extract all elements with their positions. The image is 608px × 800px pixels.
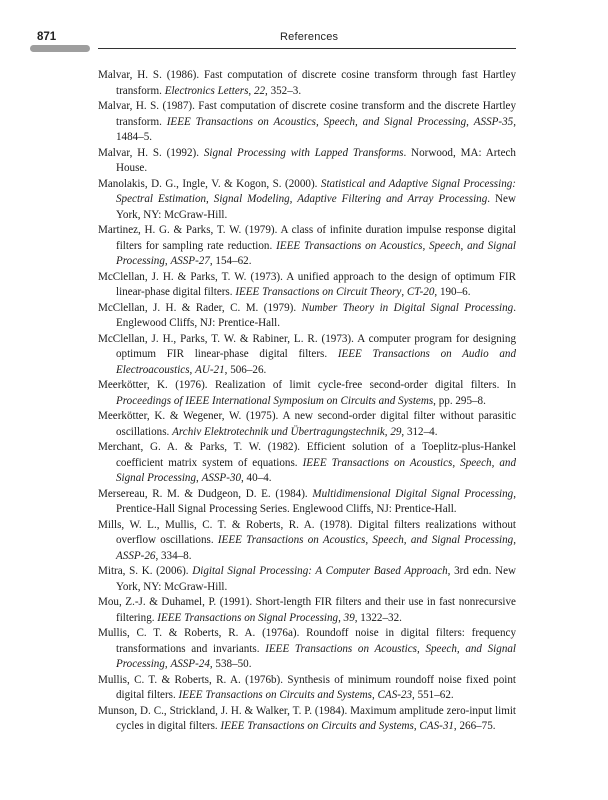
reference-text: Mou, Z.-J. & Duhamel, P. (1991). Short-length FIR filters and their use in fast nonrecursive filtering. [98, 596, 516, 624]
reference-entry [98, 673, 516, 704]
reference-source-italic: IEEE Transactions on Audio and Electroacoustics [116, 348, 516, 376]
reference-source-italic: IEEE Transactions on Signal Processing [157, 611, 339, 624]
reference-volume-italic: ASSP-30 [201, 472, 241, 484]
reference-text: , [248, 84, 254, 97]
reference-entry [98, 223, 516, 270]
reference-entry [98, 518, 516, 565]
reference-pages: , 266–75. [453, 720, 496, 732]
reference-source-italic: Statistical and Adaptive Signal Processing: Spectral Estimation, Signal Modeling, Adaptive Filtering and Array Processing [116, 177, 516, 205]
reference-source-italic: Digital Signal Processing: A Computer Based Approach [192, 565, 448, 577]
reference-pages: , 40–4. [241, 472, 272, 484]
reference-entry [98, 99, 516, 146]
reference-source-italic: Multidimensional Digital Signal Processing [312, 487, 514, 500]
reference-source-italic: IEEE Transactions on Circuits and Systems [178, 689, 372, 701]
reference-source-italic: Signal Processing with Lapped Transforms [203, 146, 404, 159]
reference-source-italic: IEEE Transactions on Circuit Theory [235, 286, 402, 298]
reference-source-italic: Number Theory in Digital Signal Processing [301, 301, 514, 314]
reference-volume-italic: ASSP-26 [116, 549, 156, 562]
reference-text: Meerkötter, K. (1976). Realization of limit cycle-free second-order digital filters. In [98, 379, 516, 391]
reference-text: , [466, 115, 474, 128]
reference-text: Malvar, H. S. (1992). [98, 146, 204, 159]
reference-source-italic: IEEE Transactions on Acoustics, Speech, and Signal Processing [116, 642, 516, 670]
reference-entry [98, 177, 516, 224]
reference-entry [98, 301, 516, 332]
reference-entry [98, 487, 516, 518]
reference-text: , [164, 658, 171, 670]
reference-text: Mullis, C. T. & Roberts, R. A. (1976b). Synthesis of minimum roundoff noise fixed point digital filters. [98, 673, 516, 701]
reference-volume-italic: CT-20 [406, 286, 435, 298]
running-title: References [280, 31, 339, 43]
reference-text: , [189, 363, 196, 376]
reference-text: Mullis, C. T. & Roberts, R. A. (1976a). Roundoff noise in digital filters: frequency transformations and invariants. [98, 627, 516, 655]
reference-text: . New York, NY: McGraw-Hill. [116, 193, 516, 221]
reference-list [98, 68, 516, 735]
reference-volume-italic: 39 [343, 611, 355, 624]
reference-text: Mersereau, R. M. & Dudgeon, D. E. (1984). [98, 487, 313, 500]
reference-text: McClellan, J. H. & Parks, T. W. (1973). A unified approach to the design of optimum FIR linear-phase digital filters. [98, 270, 516, 298]
reference-pages: , 506–26. [224, 363, 267, 376]
reference-volume-italic: AU-21 [195, 363, 225, 376]
reference-source-italic: Electronics Letters [164, 84, 249, 97]
reference-entry [98, 626, 516, 673]
reference-source-italic: IEEE Transactions on Circuits and Systems [220, 720, 414, 732]
reference-volume-italic: ASSP-24 [170, 658, 210, 670]
reference-text: Mills, W. L., Mullis, C. T. & Roberts, R. A. (1978). Digital filters realizations without overflow oscillations. [98, 518, 516, 546]
reference-volume-italic: 29 [390, 425, 402, 438]
reference-entry [98, 564, 516, 595]
page-number: 871 [37, 31, 57, 43]
reference-volume-italic: ASSP-35 [473, 115, 514, 128]
reference-entry [98, 270, 516, 301]
reference-pages: , 538–50. [209, 658, 252, 670]
reference-pages: , 154–62. [209, 255, 252, 267]
reference-text: Munson, D. C., Strickland, J. H. & Walker, T. P. (1984). Maximum amplitude zero-input limit cycles in digital filters. [98, 704, 516, 732]
reference-source-italic: IEEE Transactions on Acoustics, Speech, and Signal Processing [116, 456, 516, 484]
reference-text: Malvar, H. S. (1987). Fast computation of discrete cosine transform and the discrete Hartley transform. [98, 100, 516, 128]
thumb-tab-marker [30, 45, 90, 52]
reference-text: , pp. 295–8. [433, 394, 486, 407]
reference-volume-italic: 22 [253, 84, 266, 97]
reference-pages: , 352–3. [265, 84, 302, 97]
reference-pages: , 1322–32. [354, 611, 402, 624]
reference-source-italic: Archiv Elektrotechnik und Übertragungstechnik [172, 425, 385, 438]
reference-text: , [371, 689, 378, 701]
reference-volume-italic: ASSP-27 [170, 255, 210, 267]
reference-source-italic: Proceedings of IEEE International Symposium on Circuits and Systems [116, 394, 434, 407]
reference-entry [98, 440, 516, 487]
reference-pages: , 312–4. [401, 425, 438, 438]
page-header [0, 0, 608, 60]
reference-text: McClellan, J. H., Parks, T. W. & Rabiner, L. R. (1973). A computer program for designing optimum FIR linear-phase digital filters. [98, 332, 516, 360]
reference-text: . Norwood, MA: Artech House. [116, 146, 516, 174]
reference-source-italic: IEEE Transactions on Acoustics, Speech, and Signal Processing [166, 115, 467, 128]
reference-entry [98, 68, 516, 99]
reference-text: Meerkötter, K. & Wegener, W. (1975). A new second-order digital filter without parasitic oscillations. [98, 410, 516, 438]
reference-text: . Englewood Cliffs, NJ: Prentice-Hall. [116, 301, 516, 329]
reference-entry [98, 704, 516, 735]
reference-text: , [196, 472, 202, 484]
reference-entry [98, 409, 516, 440]
reference-text: Manolakis, D. G., Ingle, V. & Kogon, S. (2000). [98, 177, 321, 190]
reference-pages: , 1484–5. [116, 115, 516, 143]
reference-pages: , 190–6. [434, 286, 471, 298]
reference-entry [98, 332, 516, 379]
reference-text: Mitra, S. K. (2006). [98, 565, 193, 577]
header-rule [98, 48, 516, 49]
reference-text: , [401, 286, 407, 298]
reference-text: , [384, 425, 391, 438]
reference-text: , [164, 255, 171, 267]
reference-entry [98, 146, 516, 177]
reference-text: McClellan, J. H. & Rader, C. M. (1979). [98, 301, 302, 314]
reference-text: , [338, 611, 344, 624]
reference-source-italic: IEEE Transactions on Acoustics, Speech, and Signal Processing [217, 534, 514, 546]
reference-text: , [413, 720, 420, 732]
reference-text: , 3rd edn. New York, NY: McGraw-Hill. [116, 565, 517, 593]
reference-volume-italic: CAS-31 [419, 720, 454, 732]
reference-text: Martinez, H. G. & Parks, T. W. (1979). A class of infinite duration impulse response digital filters for sampling rate reduction. [98, 224, 516, 252]
reference-text: , Prentice-Hall Signal Processing Series. Englewood Cliffs, NJ: Prentice-Hall. [116, 487, 517, 515]
reference-pages: , 551–62. [412, 689, 454, 701]
reference-entry [98, 595, 516, 626]
reference-volume-italic: CAS-23 [377, 689, 413, 701]
reference-pages: , 334–8. [155, 549, 192, 562]
reference-text: Malvar, H. S. (1986). Fast computation of discrete cosine transform through fast Hartley transform. [98, 69, 516, 97]
reference-text: Merchant, G. A. & Parks, T. W. (1982). Efficient solution of a Toeplitz-plus-Hankel coefficient matrix system of equations. [98, 441, 516, 469]
reference-source-italic: IEEE Transactions on Acoustics, Speech, and Signal Processing [116, 239, 516, 267]
reference-text: , [513, 534, 516, 546]
reference-entry [98, 378, 516, 409]
